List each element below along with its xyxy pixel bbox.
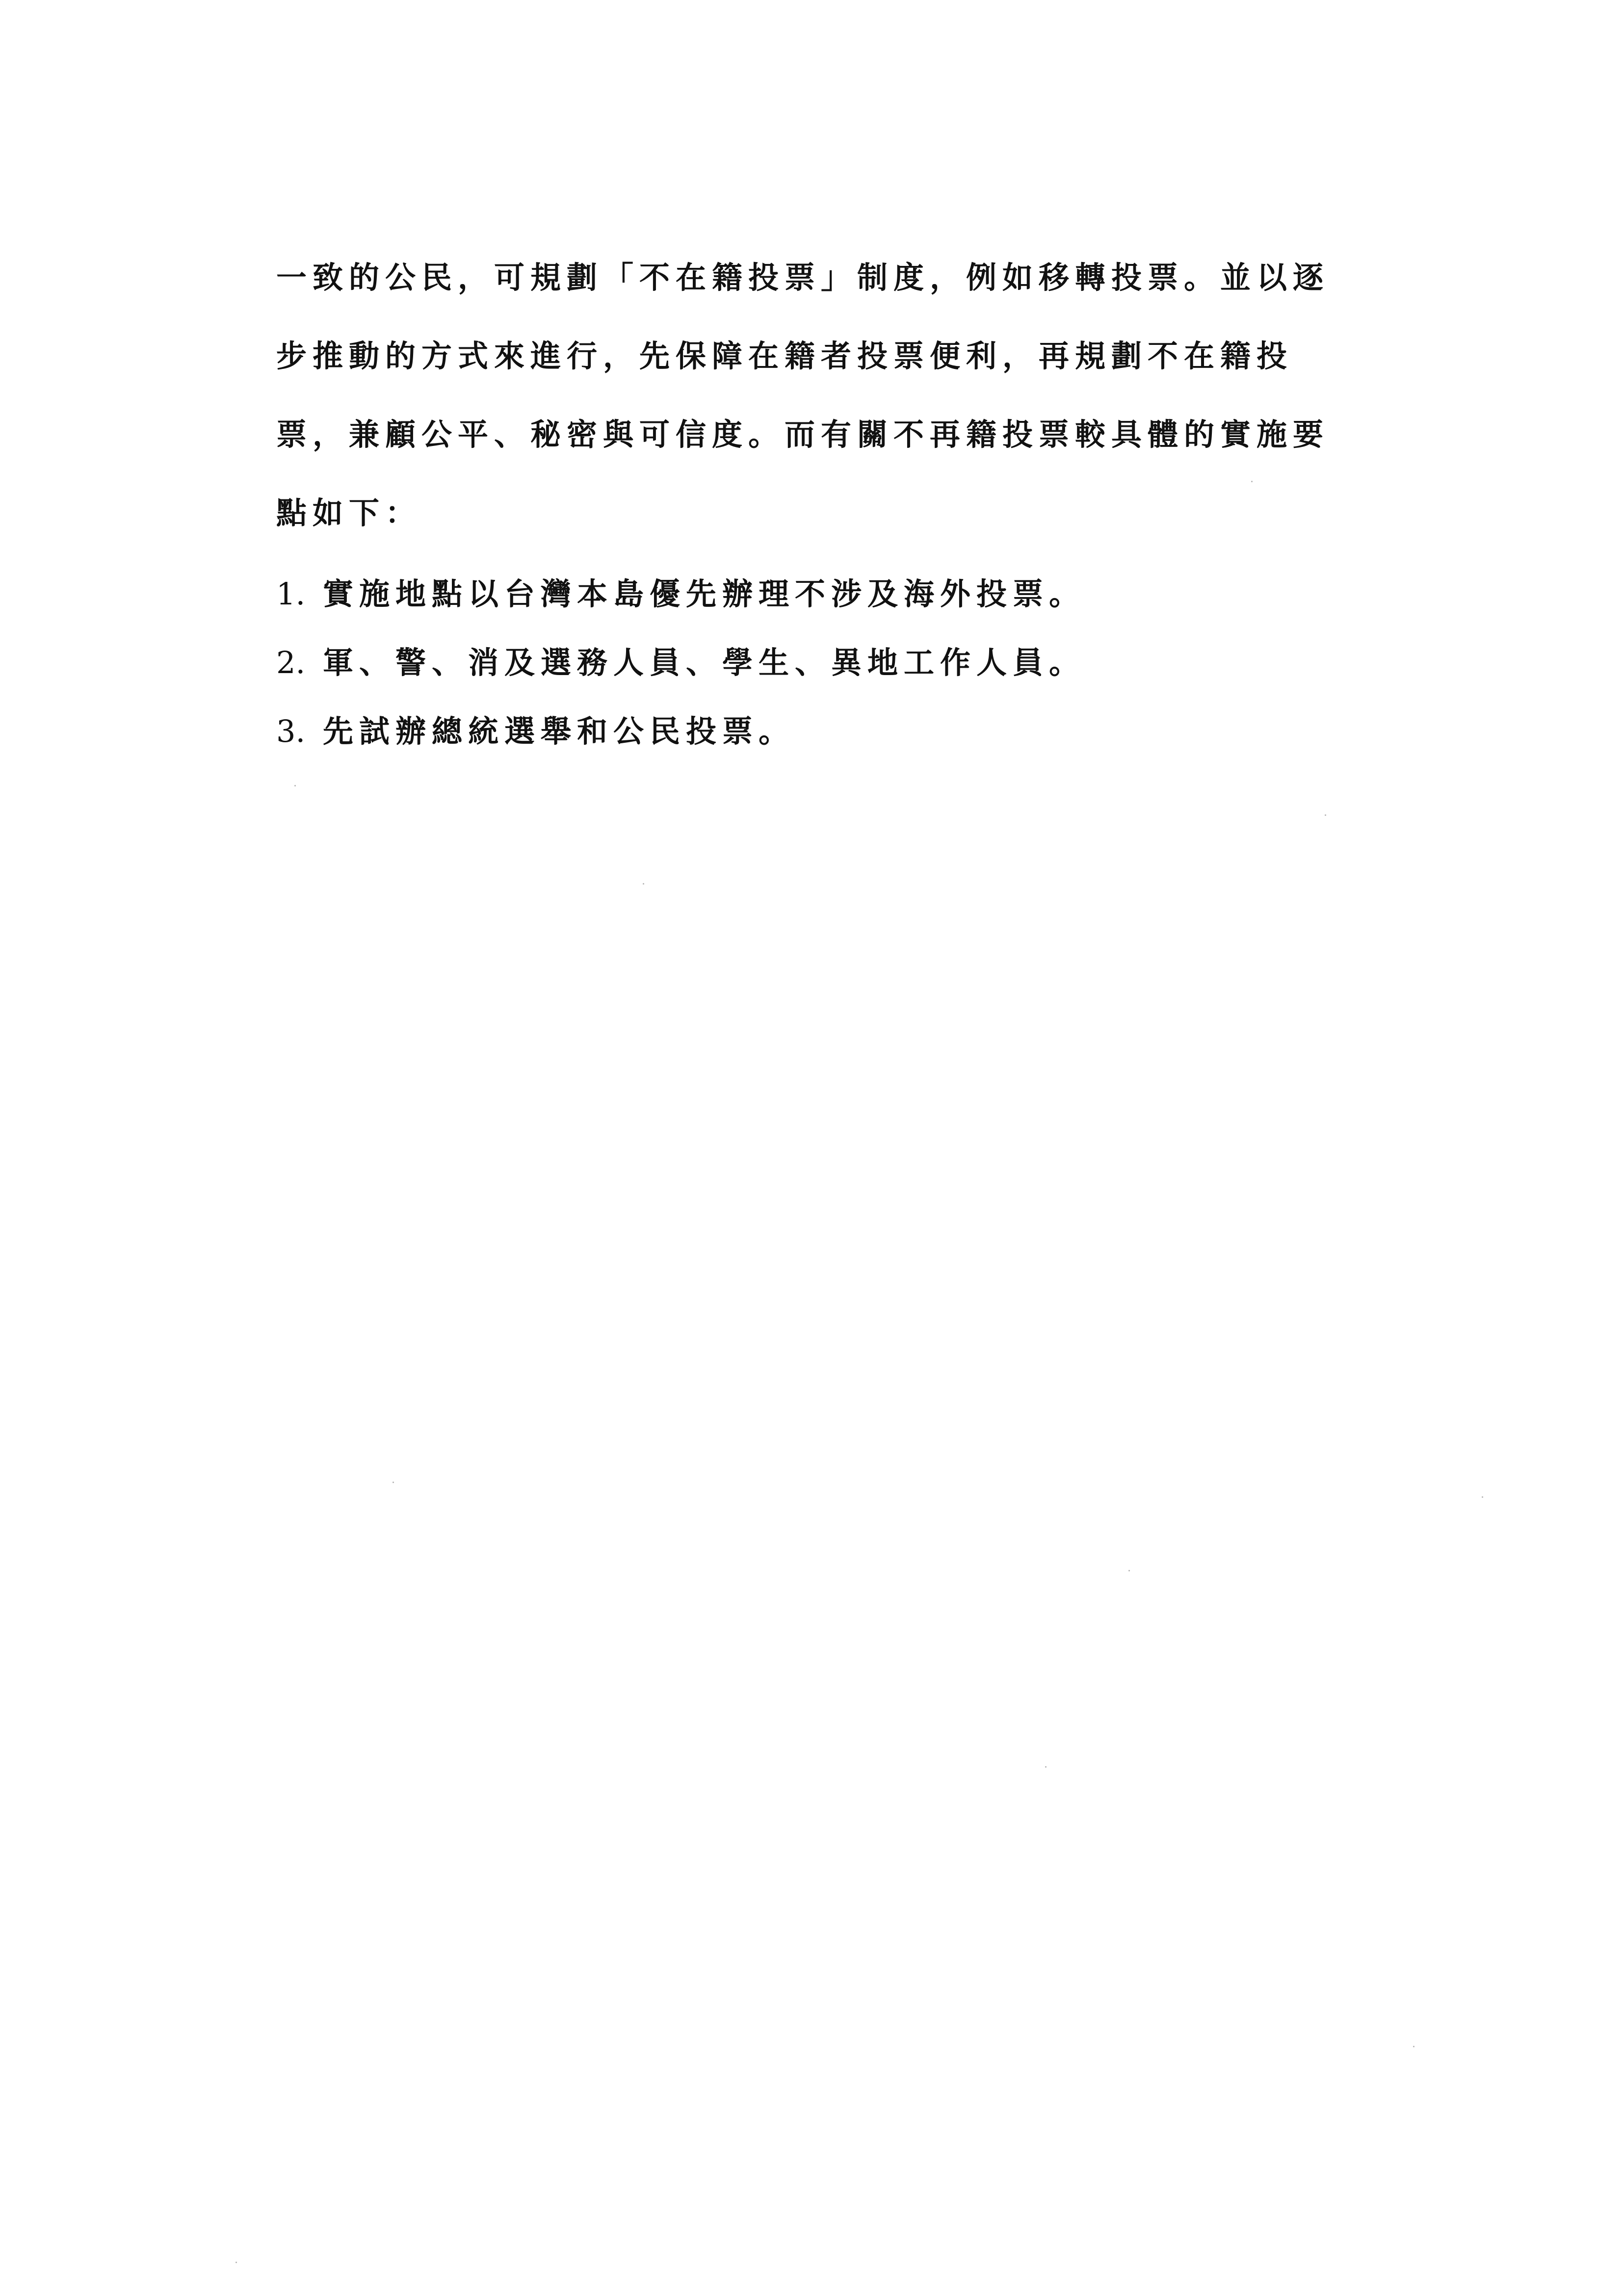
scan-speck xyxy=(393,1482,394,1483)
numbered-list xyxy=(276,576,1356,785)
list-item-text: 軍、警、消及選務人員、學生、異地工作人員。 xyxy=(323,645,1086,680)
list-item-number: 3. xyxy=(276,713,306,749)
list-item-number: 1. xyxy=(276,576,306,612)
list-item-text: 實施地點以台灣本島優先辦理不涉及海外投票。 xyxy=(323,576,1086,612)
scan-speck xyxy=(1045,1766,1047,1768)
scan-speck xyxy=(1251,481,1253,482)
paragraph-line: 步推動的方式來進行，先保障在籍者投票便利，再規劃不在籍投 xyxy=(276,338,1293,374)
list-item xyxy=(276,713,1356,749)
list-item xyxy=(276,645,1356,680)
scan-speck xyxy=(1325,814,1326,816)
scan-speck xyxy=(294,785,296,786)
paragraph-line: 票，兼顧公平、秘密與可信度。而有關不再籍投票較具體的實施要 xyxy=(276,417,1330,452)
list-item xyxy=(276,576,1356,612)
list-item-number: 2. xyxy=(276,645,306,680)
scan-speck xyxy=(1482,1496,1483,1498)
scan-speck xyxy=(1413,2046,1414,2047)
scan-speck xyxy=(236,2262,237,2263)
scan-speck xyxy=(643,883,644,885)
scan-speck xyxy=(1128,1570,1130,1571)
paragraph-line: 點如下： xyxy=(276,495,422,531)
list-item-text: 先試辦總統選舉和公民投票。 xyxy=(323,713,795,749)
paragraph-line: 一致的公民，可規劃「不在籍投票」制度，例如移轉投票。並以逐 xyxy=(276,260,1330,295)
paragraph xyxy=(276,260,1356,531)
